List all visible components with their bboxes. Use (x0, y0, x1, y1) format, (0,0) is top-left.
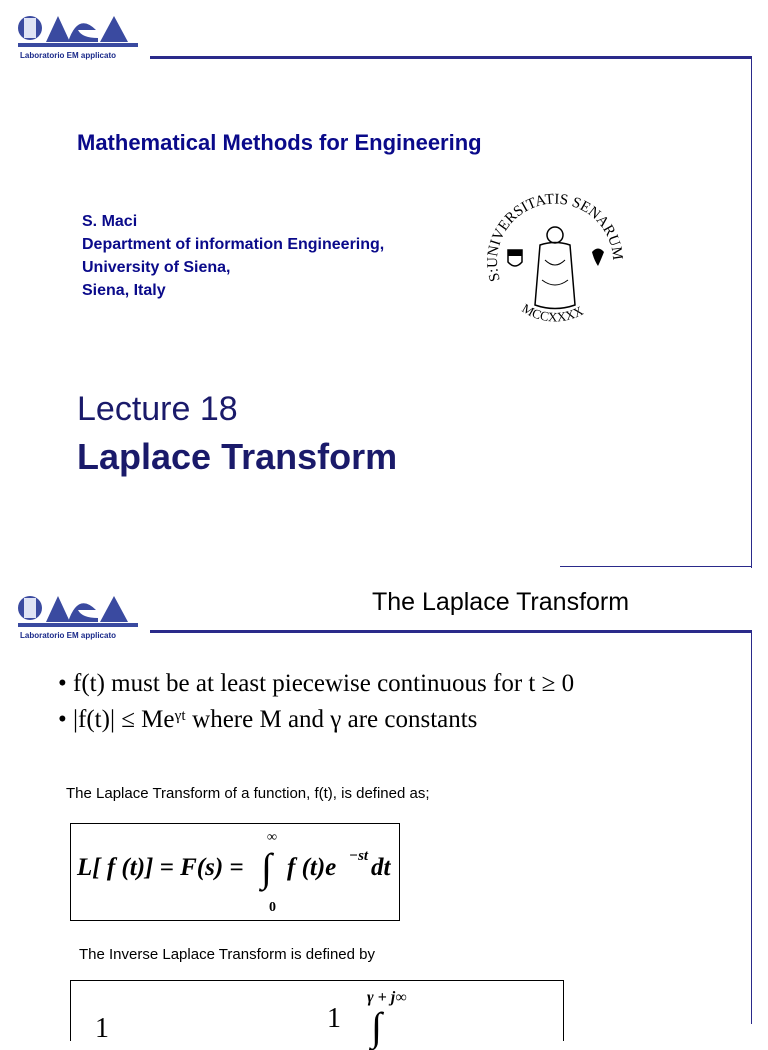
svg-text:S:UNIVERSITATIS SENARUM (485, 191, 625, 283)
integrand-exponent: −st (349, 848, 369, 864)
formula-lhs: L[ f (t)] = F(s) = (77, 854, 244, 881)
lecture-number: Lecture 18 (77, 390, 238, 428)
formula2-one-b: 1 (327, 1003, 341, 1034)
svg-text:MCCXXXX (520, 300, 587, 324)
inverse-text: The Inverse Laplace Transform is defined by (79, 946, 375, 963)
lea-logo (18, 10, 138, 50)
content-slide (0, 572, 768, 1049)
lecture-title: Laplace Transform (77, 436, 398, 477)
header-rule (150, 56, 752, 59)
right-border (751, 630, 752, 1024)
formula2-upper: γ + j∞ (367, 989, 407, 1006)
bullet-list (58, 670, 574, 742)
integral-sign: ∫ (371, 1004, 382, 1049)
formula2-one: 1 (95, 1013, 109, 1044)
header-rule (150, 630, 752, 633)
integrand-dt: dt (371, 854, 391, 881)
logo-caption: Laboratorio EM applicato (20, 51, 117, 60)
seal-text-top: S:UNIVERSITATIS SENARUM (484, 191, 626, 284)
right-border (751, 56, 752, 568)
bullet-item: • |f(t)| ≤ Meᵞᵗ where M and γ are constants (58, 706, 574, 734)
integrand: f (t)e (287, 854, 337, 881)
author-city: Siena, Italy (82, 282, 166, 299)
integral-upper: ∞ (267, 830, 277, 845)
integral-lower: 0 (269, 900, 276, 915)
seal-text-bottom: MCCXXXX (519, 300, 586, 325)
slide-title: The Laplace Transform (372, 588, 630, 616)
bottom-rule (560, 566, 752, 567)
definition-text: The Laplace Transform of a function, f(t), is defined as; (66, 785, 430, 802)
integral-sign: ∫ (261, 845, 272, 890)
author-name: S. Maci (82, 213, 138, 230)
bullet-item: • f(t) must be at least piecewise continuous for t ≥ 0 (58, 670, 574, 698)
author-block (82, 210, 384, 302)
author-department: Department of information Engineering, (82, 236, 385, 253)
author-university: University of Siena, (82, 259, 231, 276)
lea-logo (18, 590, 138, 630)
course-title: Mathematical Methods for Engineering (77, 130, 482, 155)
inverse-laplace-formula (70, 980, 564, 1049)
university-seal (480, 190, 630, 340)
laplace-formula (70, 823, 400, 921)
logo-caption: Laboratorio EM applicato (20, 631, 117, 640)
